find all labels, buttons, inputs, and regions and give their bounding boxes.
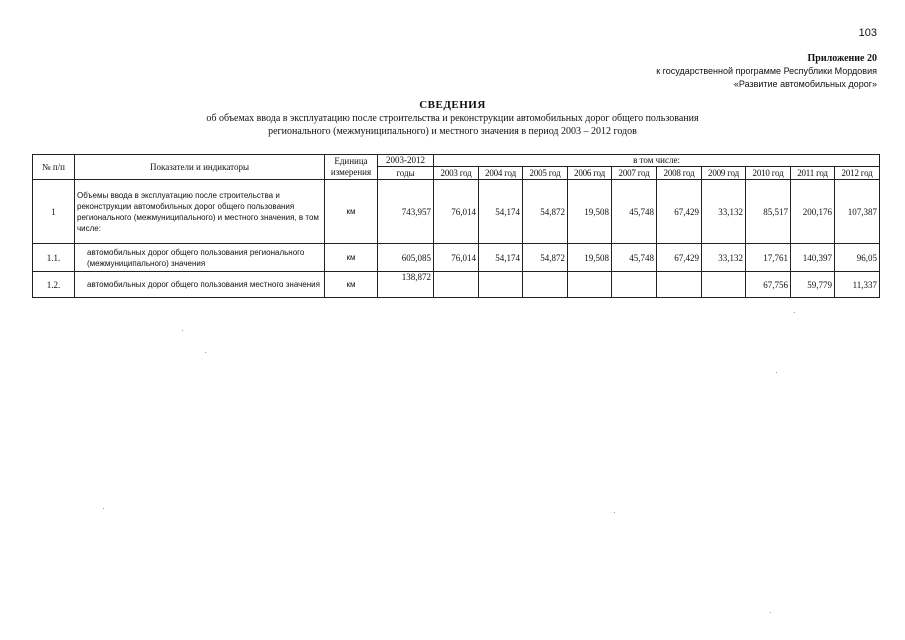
row-value: 200,176 bbox=[791, 180, 835, 244]
scan-speck bbox=[794, 312, 795, 313]
header-year: 2010 год bbox=[746, 167, 791, 180]
document-heading bbox=[0, 99, 905, 138]
header-year: 2007 год bbox=[612, 167, 657, 180]
row-value: 33,132 bbox=[702, 180, 746, 244]
table-row bbox=[33, 180, 880, 244]
appendix-note bbox=[656, 52, 877, 91]
header-year: 2006 год bbox=[568, 167, 612, 180]
row-value: 54,872 bbox=[523, 180, 568, 244]
row-value: 33,132 bbox=[702, 244, 746, 272]
appendix-line-2: «Развитие автомобильных дорог» bbox=[733, 79, 877, 89]
row-value: 76,014 bbox=[434, 180, 479, 244]
row-value: 76,014 bbox=[434, 244, 479, 272]
header-total-top: 2003-2012 bbox=[378, 155, 434, 167]
row-unit: км bbox=[325, 180, 378, 244]
row-value bbox=[523, 272, 568, 298]
row-total: 743,957 bbox=[378, 180, 434, 244]
indicators-table bbox=[32, 154, 880, 298]
header-unit: Единица измерения bbox=[325, 155, 378, 180]
header-indicator: Показатели и индикаторы bbox=[75, 155, 325, 180]
document-title: СВЕДЕНИЯ bbox=[419, 99, 486, 111]
header-year: 2011 год bbox=[791, 167, 835, 180]
header-including: в том числе: bbox=[434, 155, 880, 167]
scan-speck bbox=[776, 372, 777, 373]
header-total-bottom: годы bbox=[378, 167, 434, 180]
header-year: 2003 год bbox=[434, 167, 479, 180]
row-num: 1.2. bbox=[33, 272, 75, 298]
row-unit: км bbox=[325, 272, 378, 298]
row-value bbox=[568, 272, 612, 298]
row-value: 67,429 bbox=[657, 180, 702, 244]
row-value bbox=[612, 272, 657, 298]
header-num: № п/п bbox=[33, 155, 75, 180]
row-indicator: автомобильных дорог общего пользования регионального (межмуниципального) значения bbox=[75, 244, 325, 272]
page-number: 103 bbox=[858, 27, 877, 39]
row-value: 45,748 bbox=[612, 244, 657, 272]
scan-speck bbox=[103, 508, 104, 509]
scan-speck bbox=[770, 612, 771, 613]
row-total: 605,085 bbox=[378, 244, 434, 272]
header-year: 2005 год bbox=[523, 167, 568, 180]
row-value: 85,517 bbox=[746, 180, 791, 244]
row-value: 54,174 bbox=[479, 244, 523, 272]
document-subtitle-line-1: об объемах ввода в эксплуатацию после строительства и реконструкции автомобильных дорог общего пользования bbox=[206, 113, 699, 124]
header-year: 2004 год bbox=[479, 167, 523, 180]
scan-speck bbox=[205, 352, 206, 353]
row-value bbox=[434, 272, 479, 298]
row-total: 138,872 bbox=[378, 272, 434, 298]
row-value: 19,508 bbox=[568, 244, 612, 272]
row-num: 1.1. bbox=[33, 244, 75, 272]
appendix-line-1: к государственной программе Республики Мордовия bbox=[656, 66, 877, 76]
table-row bbox=[33, 244, 880, 272]
row-value bbox=[479, 272, 523, 298]
appendix-title: Приложение 20 bbox=[807, 53, 877, 64]
row-value bbox=[657, 272, 702, 298]
header-year: 2008 год bbox=[657, 167, 702, 180]
row-value: 54,174 bbox=[479, 180, 523, 244]
row-value: 11,337 bbox=[835, 272, 880, 298]
row-value: 17,761 bbox=[746, 244, 791, 272]
document-subtitle-line-2: регионального (межмуниципального) и местного значения в период 2003 – 2012 годов bbox=[268, 126, 637, 137]
header-year: 2012 год bbox=[835, 167, 880, 180]
table-row bbox=[33, 272, 880, 298]
row-value: 96,05 bbox=[835, 244, 880, 272]
row-value: 67,429 bbox=[657, 244, 702, 272]
row-unit: км bbox=[325, 244, 378, 272]
row-value: 59,779 bbox=[791, 272, 835, 298]
table-header-row-1 bbox=[33, 155, 880, 167]
row-indicator: автомобильных дорог общего пользования местного значения bbox=[75, 272, 325, 298]
row-value: 54,872 bbox=[523, 244, 568, 272]
scan-speck bbox=[614, 512, 615, 513]
row-value bbox=[702, 272, 746, 298]
header-year: 2009 год bbox=[702, 167, 746, 180]
row-value: 107,387 bbox=[835, 180, 880, 244]
row-value: 19,508 bbox=[568, 180, 612, 244]
scan-speck bbox=[182, 330, 183, 331]
row-value: 45,748 bbox=[612, 180, 657, 244]
row-indicator: Объемы ввода в эксплуатацию после строительства и реконструкции автомобильных дорог общего пользования регионального (межмуниципального) и местного значения, в том числе: bbox=[75, 180, 325, 244]
row-num: 1 bbox=[33, 180, 75, 244]
row-value: 67,756 bbox=[746, 272, 791, 298]
row-value: 140,397 bbox=[791, 244, 835, 272]
